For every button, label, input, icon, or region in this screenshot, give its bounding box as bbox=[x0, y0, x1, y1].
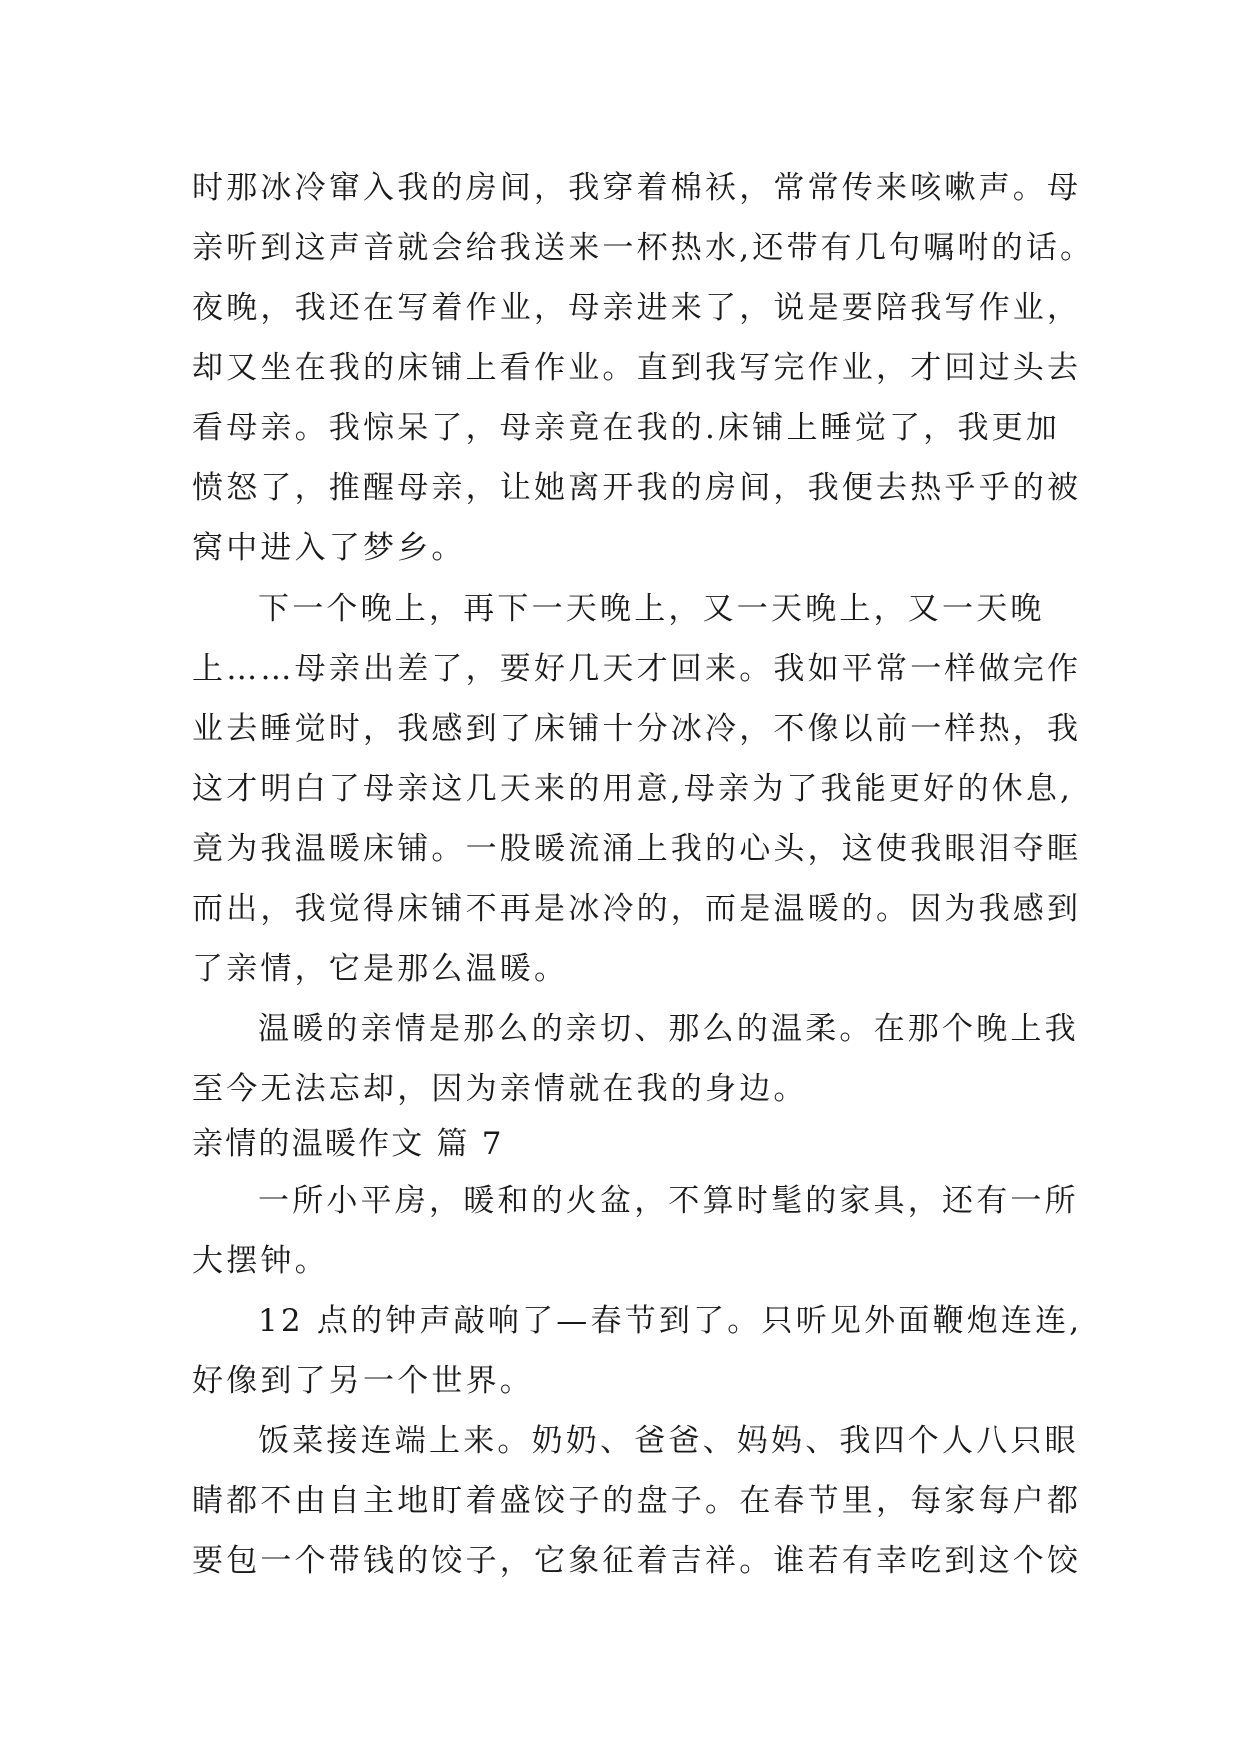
text-line: 而出，我觉得床铺不再是冰冷的，而是温暖的。因为我感到 bbox=[192, 891, 1082, 927]
section-heading: 亲情的温暖作文 篇 7 bbox=[192, 1126, 504, 1162]
text-line: 竟为我温暖床铺。一股暖流涌上我的心头，这使我眼泪夺眶 bbox=[192, 831, 1082, 867]
paragraph-first-line: 下一个晚上，再下一天晚上，又一天晚上，又一天晚 bbox=[258, 591, 1045, 627]
text-line: 时那冰冷窜入我的房间，我穿着棉袄，常常传来咳嗽声。母 bbox=[192, 170, 1082, 206]
text-line: 亲听到这声音就会给我送来一杯热水,还带有几句嘱咐的话。 bbox=[192, 230, 1095, 266]
text-line: 要包一个带钱的饺子，它象征着吉祥。谁若有幸吃到这个饺 bbox=[192, 1543, 1082, 1579]
text-line: 好像到了另一个世界。 bbox=[192, 1363, 534, 1399]
text-line: 业去睡觉时，我感到了床铺十分冰冷，不像以前一样热，我 bbox=[192, 711, 1082, 747]
text-line: 了亲情，它是那么温暖。 bbox=[192, 951, 569, 987]
text-line: 看母亲。我惊呆了，母亲竟在我的.床铺上睡觉了，我更加 bbox=[192, 410, 1061, 446]
text-line: 夜晚，我还在写着作业，母亲进来了，说是要陪我写作业， bbox=[192, 290, 1082, 326]
text-line: 至今无法忘却，因为亲情就在我的身边。 bbox=[192, 1071, 808, 1107]
text-line: 窝中进入了梦乡。 bbox=[192, 530, 466, 566]
text-line: 睛都不由自主地盯着盛饺子的盘子。在春节里，每家每户都 bbox=[192, 1483, 1082, 1519]
text-line: 上……母亲出差了，要好几天才回来。我如平常一样做完作 bbox=[192, 651, 1082, 687]
text-line: 却又坐在我的床铺上看作业。直到我写完作业，才回过头去 bbox=[192, 350, 1082, 386]
text-line: 大摆钟。 bbox=[192, 1243, 329, 1279]
paragraph-first-line: 12 点的钟声敲响了—春节到了。只听见外面鞭炮连连, bbox=[258, 1303, 1083, 1339]
paragraph-first-line: 饭菜接连端上来。奶奶、爸爸、妈妈、我四个人八只眼 bbox=[258, 1423, 1079, 1459]
paragraph-first-line: 温暖的亲情是那么的亲切、那么的温柔。在那个晚上我 bbox=[258, 1011, 1079, 1047]
text-line: 愤怒了，推醒母亲，让她离开我的房间，我便去热乎乎的被 bbox=[192, 470, 1082, 506]
paragraph-first-line: 一所小平房，暖和的火盆，不算时髦的家具，还有一所 bbox=[258, 1183, 1079, 1219]
text-line: 这才明白了母亲这几天来的用意,母亲为了我能更好的休息, bbox=[192, 771, 1074, 807]
